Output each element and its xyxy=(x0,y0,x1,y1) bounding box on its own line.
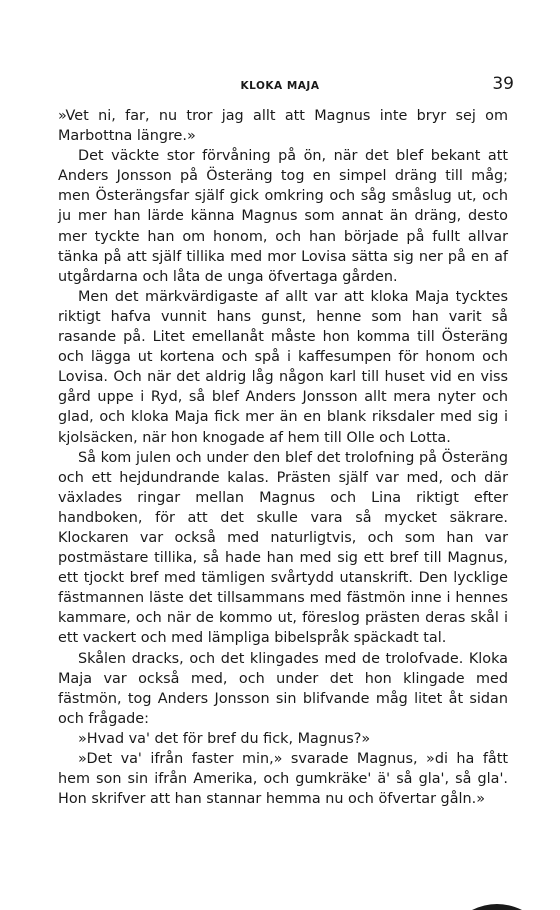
paragraph: »Det va' ifrån faster min,» svarade Magnus, »di ha fått hem son sin ifrån Amerika, och gumkräke' ä' så gla', så gla'. Hon skrifver att han stannar hemma nu och öfvertar gåln.» xyxy=(58,751,508,808)
paragraph: Skålen dracks, och det klingades med de trolofvade. Kloka Maja var också med, och under det hon klingade med fästmön, tog Anders Jonsson sin blifvande måg litet åt sidan och frågade: xyxy=(58,650,508,727)
running-title: KLOKA MAJA xyxy=(240,80,320,92)
paragraph: Så kom julen och under den blef det trolofning på Österäng och ett hejdundrande kalas. Prästen själf var med, och där växlades ringar mellan Magnus och Lina riktigt efter handboken, för att det skulle vara så mycket säkrare. Klockaren var också med naturligtvis, och som han var postmästare tillika, så hade han med sig ett bref till Magnus, ett tjockt bref med tämligen svårtydd utanskrift. Den lycklige fästmannen läste det tillsammans med fästmön inne i hennes kammare, och när de kommo ut, föreslog prästen deras skål i ett vackert och med lämpliga bibelspråk späckadt tal. xyxy=(58,449,508,647)
running-head xyxy=(0,70,560,100)
page-number: 39 xyxy=(492,74,514,94)
paragraph: Men det märkvärdigaste af allt var att kloka Maja tycktes riktigt hafva vunnit hans gunst, henne som han varit så rasande på. Litet emellanåt måste hon komma till Österäng och lägga ut kortena och spå i kaffesumpen för honom och Lovisa. Och när det aldrig låg någon karl till huset vid en viss gård uppe i Ryd, så blef Anders Jonsson allt mera nyter och glad, och kloka Maja fick mer än en blank riksdaler med sig i kjolsäcken, när hon knogade af hem till Olle och Lotta. xyxy=(58,288,508,446)
paragraph: »Vet ni, far, nu tror jag allt att Magnus inte bryr sej om Marbottna längre.» xyxy=(58,108,508,145)
paragraph: Det väckte stor förvåning på ön, när det blef bekant att Anders Jonsson på Österäng tog en simpel dräng till måg; men Österängsfar själf gick omkring och såg småslug ut, och ju mer han lärde känna Magnus som annat än dräng, desto mer tyckte han om honom, och han började på fullt allvar tänka på att själf tillika med mor Lovisa sätta sig ner på en af utgårdarna och låta de unga öfvertaga gården. xyxy=(58,148,508,285)
printer-mark-icon xyxy=(472,896,522,910)
body-text xyxy=(58,106,508,809)
paragraph: »Hvad va' det för bref du fick, Magnus?» xyxy=(78,730,371,747)
